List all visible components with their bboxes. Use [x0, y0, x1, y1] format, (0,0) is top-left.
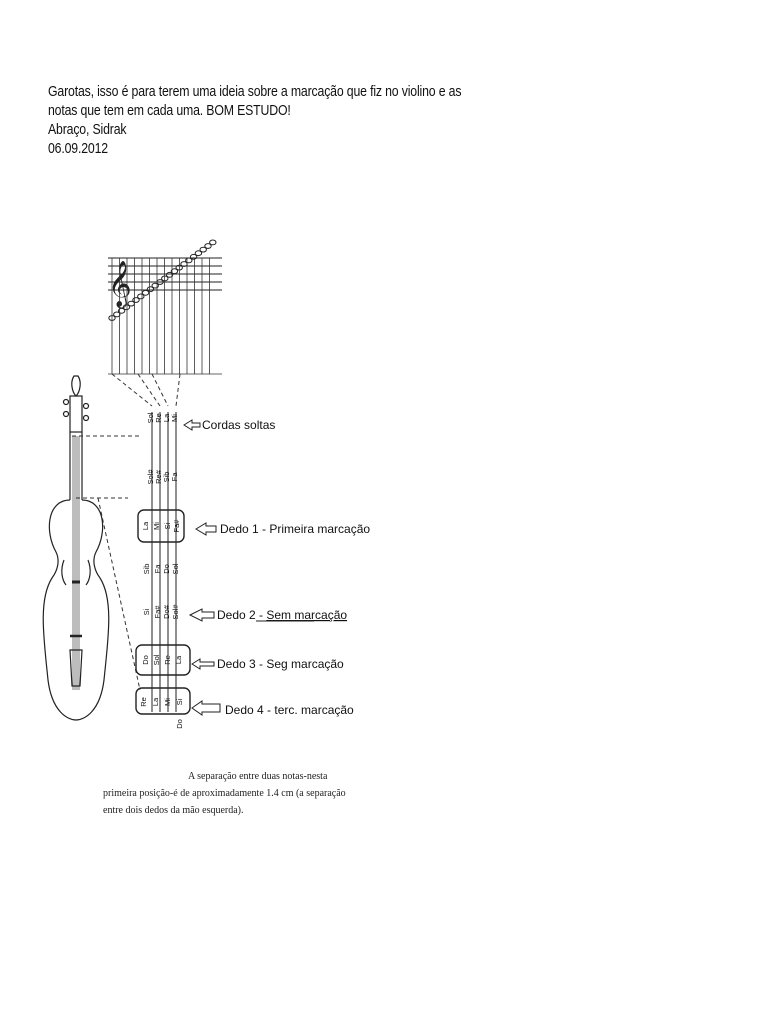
music-staff [108, 258, 222, 309]
header-line-3: Abraço, Sidrak [48, 121, 127, 138]
note: Sol [152, 654, 161, 666]
note: Sol# [146, 469, 155, 485]
note: Mi [163, 698, 172, 706]
row-3 [142, 563, 180, 574]
note: Fa [170, 472, 179, 482]
header-line-2: notas que tem em cada uma. BOM ESTUDO! [48, 102, 291, 119]
open-string-mi: Mi [170, 414, 179, 422]
row-2 [138, 510, 184, 542]
note: Fa [153, 564, 162, 574]
finger-4-arrow [192, 701, 354, 717]
open-string-sol: Sol [146, 412, 155, 424]
note: Sib [142, 563, 151, 575]
finger-2-arrow [190, 608, 347, 622]
staff-note [210, 240, 216, 245]
treble-clef-icon: 𝄞 [108, 261, 132, 307]
caption-line-1: A separação entre duas notas-nesta [188, 771, 328, 782]
note: Si [175, 698, 184, 706]
note: Sib [162, 471, 171, 483]
finger-1-label: Dedo 1 - Primeira marcação [220, 522, 371, 536]
note: La [151, 697, 160, 707]
finger-2-label: Dedo 2 - Sem marcação [217, 608, 348, 622]
caption-line-2: primeira posição-é de aproximadamente 1.4 cm (a separação [103, 788, 346, 799]
finger-3-arrow [192, 657, 344, 671]
fingerboard-strings [152, 412, 176, 712]
row-4 [142, 604, 180, 620]
extra-note: Do [175, 719, 184, 729]
row-5 [136, 645, 190, 675]
finger-3-label: Dedo 3 - Seg marcação [217, 657, 344, 671]
note: Si [163, 522, 172, 530]
note: Do [141, 655, 150, 665]
finger-4-label: Dedo 4 - terc. marcação [225, 703, 354, 717]
row-1 [146, 469, 179, 485]
note: La [174, 655, 183, 665]
note: Do [162, 564, 171, 574]
caption [103, 768, 346, 819]
row-6 [136, 688, 190, 714]
note: Sol# [171, 604, 180, 620]
open-string-re: Re [154, 413, 163, 423]
open-strings-label: Cordas soltas [202, 418, 276, 432]
header-line-4: 06.09.2012 [48, 140, 108, 157]
note: La [141, 521, 150, 531]
note: Si [142, 608, 151, 616]
open-strings-row [146, 412, 179, 423]
note: Fa# [153, 605, 162, 619]
note: Re [139, 697, 148, 707]
note: Sol [171, 563, 180, 575]
note: Fa# [172, 519, 181, 533]
open-string-la: La [162, 413, 171, 423]
caption-line-3: entre dois dedos da mão esquerda). [103, 805, 244, 816]
note: Re# [154, 470, 163, 484]
note: Mi [152, 522, 161, 530]
violin-illustration [43, 376, 109, 720]
header-line-1: Garotas, isso é para terem uma ideia sobre a marcação que fiz no violino e as [48, 83, 462, 100]
open-strings-arrow [184, 418, 275, 432]
finger-1-arrow [196, 522, 370, 536]
note: Re [163, 655, 172, 665]
note: Do# [162, 605, 171, 619]
